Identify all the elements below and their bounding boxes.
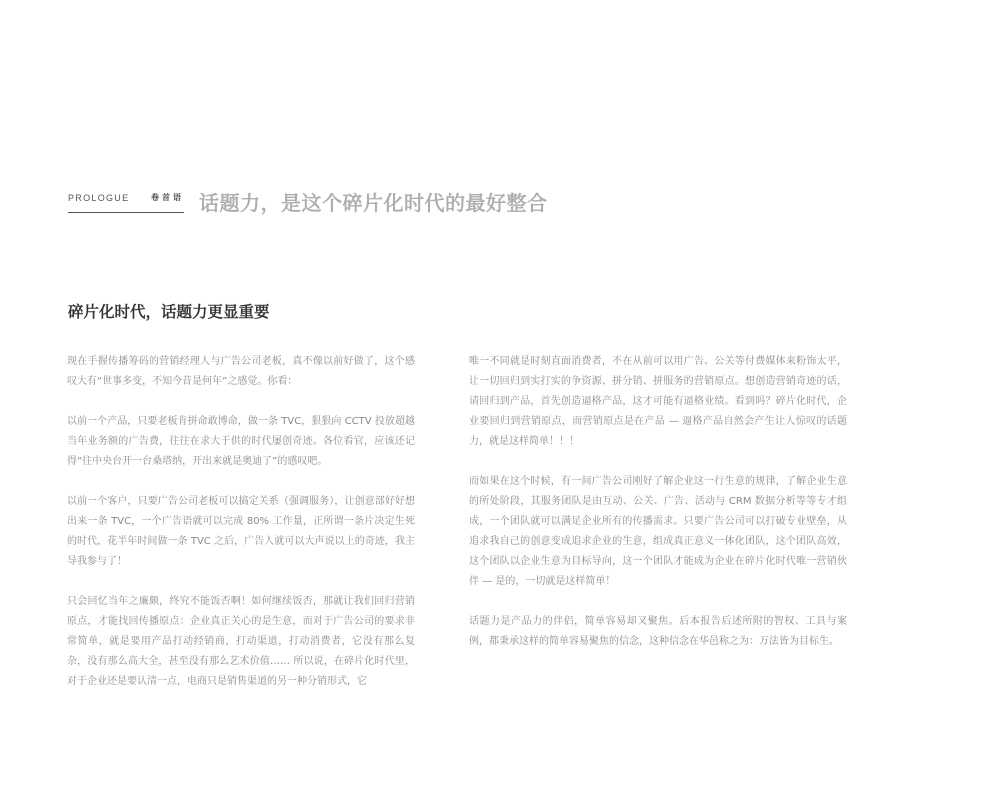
- paragraph: 而如果在这个时候，有一间广告公司刚好了解企业这一行生意的规律，了解企业生意的所处阶段，其服务团队是由互动、公关、广告、活动与 CRM 数据分析等等专才组成，一个团队就可以满足企业所有的传播需求。只要广告公司可以打破专业壁垒，从追求我自己的创意变成追求企业的生意，组成真正意义一体化团队，这个团队高效，这个团队以企业生意为目标导向，这一个团队才能成为企业在碎片化时代唯一营销伙伴 — 是的，一切就是这样简单！: [469, 476, 847, 587]
- section-heading: 碎片化时代，话题力更显重要: [68, 302, 270, 321]
- page-title: 话题力，是这个碎片化时代的最好整合: [199, 191, 548, 215]
- paragraph: 以前一个产品，只要老板肯拼命敢博命，做一条 TVC，狠狠向 CCTV 投放超越当年业务额的广告费，往往在求大于供的时代屡创奇迹。各位看官，应该还记得“往中央台开一台桑塔纳，开出来就是奥迪了”的感叹吧。: [67, 416, 415, 467]
- prologue-label-cn: 卷首语: [151, 193, 184, 202]
- paragraph: 现在手握传播筹码的营销经理人与广告公司老板，真不像以前好做了，这个感叹大有“世事多变，不知今昔是何年”之感觉。你看：: [67, 356, 415, 387]
- paragraph: 以前一个客户，只要广告公司老板可以搞定关系（强调服务），让创意部好好想出来一条 TVC，一个广告语就可以完成 80% 工作量，正所谓一条片决定生死的时代，花半年时间做一条 TVC 之后，广告人就可以大声说以上的奇迹，我主导我参与了！: [67, 496, 415, 567]
- paragraph: 话题力是产品力的伴侣，简单容易却又聚焦。后本报告后述所附的智权、工具与案例，都秉承这样的简单容易聚焦的信念，这种信念在华邑称之为：万法皆为目标生。: [469, 616, 847, 647]
- prologue-label: PROLOGUE: [68, 193, 130, 203]
- prologue-tag: [68, 192, 184, 213]
- left-column: [67, 352, 415, 712]
- paragraph: 只会回忆当年之廉颇，终究不能饭否啊！如何继续饭否，那就让我们回归营销原点，才能找回传播原点：企业真正关心的是生意，而对于广告公司的要求非常简单，就是要用产品打动经销商，打动渠道，打动消费者，它没有那么复杂，没有那么高大全，甚至没有那么艺术价值…… 所以说，在碎片化时代里，对于企业还是要认清一点，电商只是销售渠道的另一种分销形式，它: [67, 596, 415, 687]
- paragraph: 唯一不同就是时刻直面消费者，不在从前可以用广告、公关等付费媒体来粉饰太平，让一切回归到实打实的争资源、拼分销、拼服务的营销原点。想创造营销奇迹的话，请回归到产品，首先创造逼格产品，这才可能有逼格业绩。看到吗？碎片化时代，企业要回归到营销原点，而营销原点是在产品 — 逼格产品自然会产生让人惊叹的话题力，就是这样简单！！！: [469, 356, 847, 447]
- right-column: [469, 352, 847, 672]
